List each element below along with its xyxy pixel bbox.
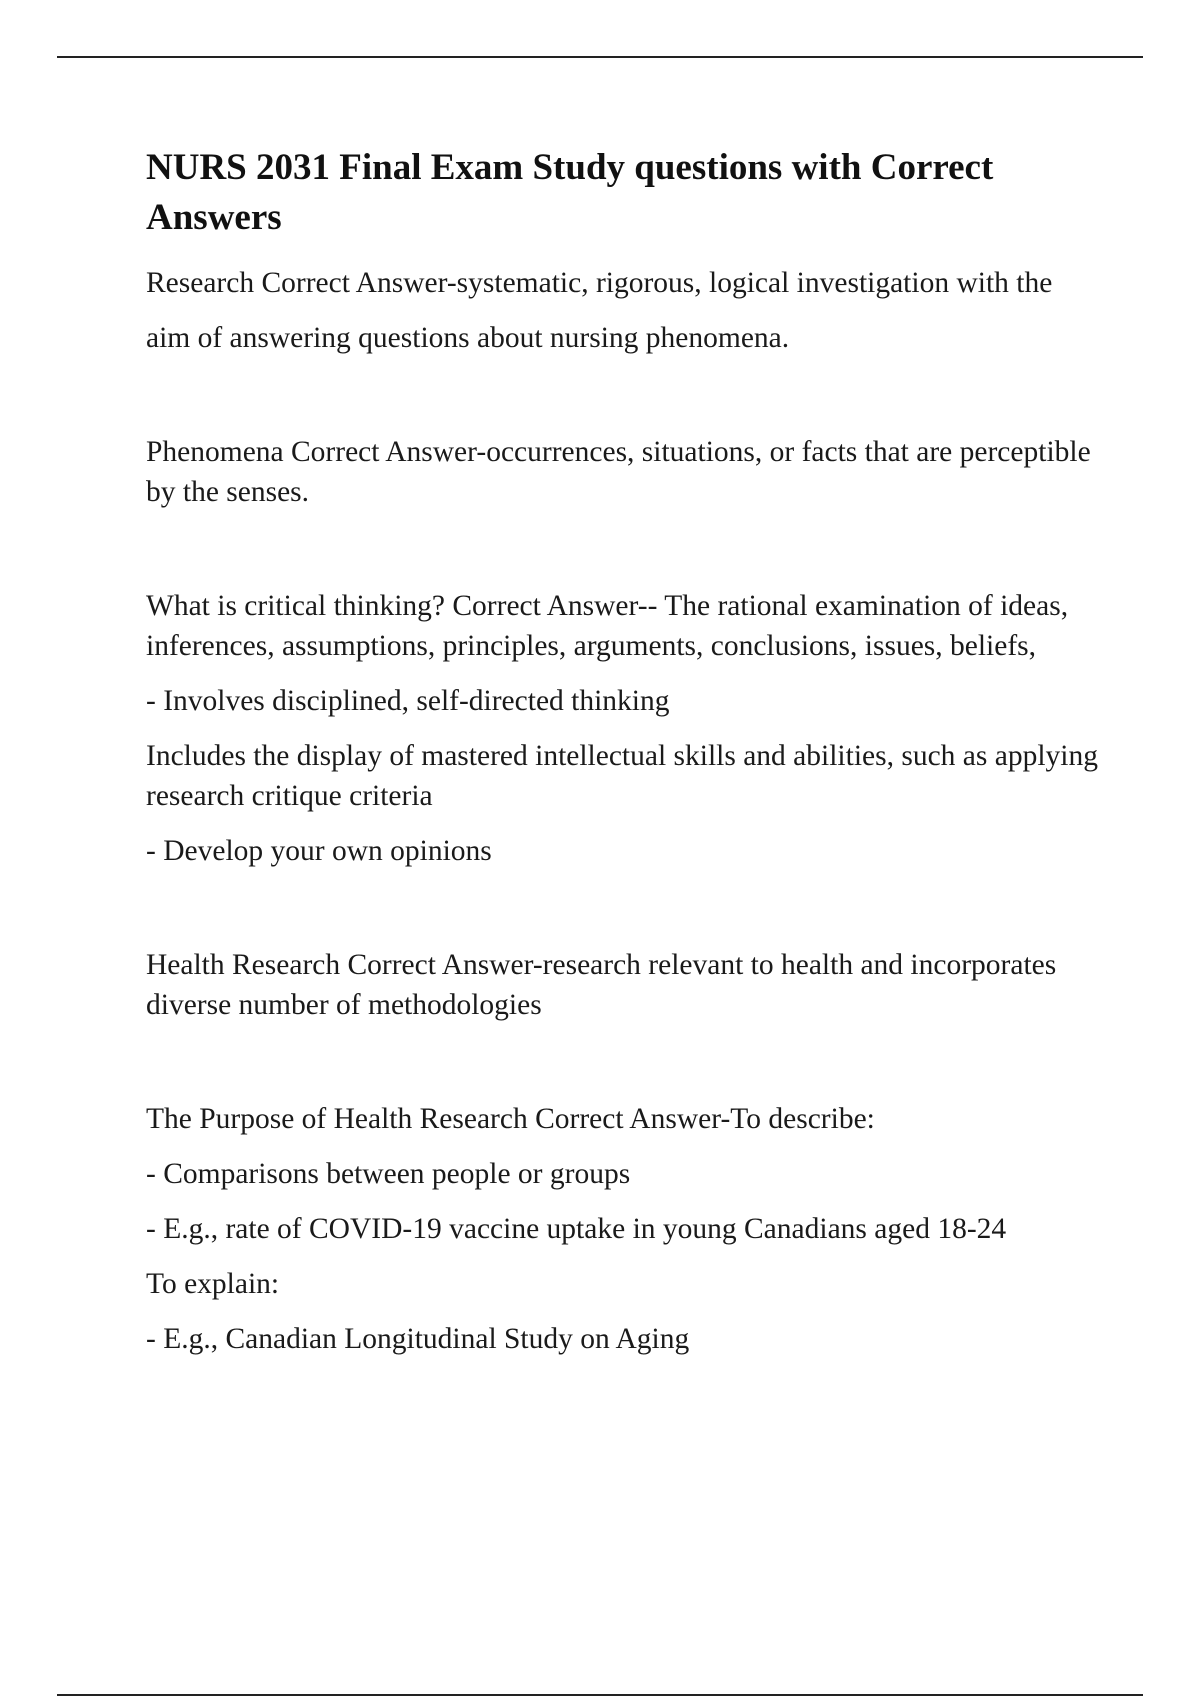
entry-line: Health Research Correct Answer-research relevant to health and incorporates diverse number of methodologies [146,949,1057,1021]
entry-line: - E.g., rate of COVID-19 vaccine uptake in young Canadians aged 18-24 [146,1213,1007,1245]
entry-line: What is critical thinking? Correct Answer-- The rational examination of ideas, inferences, assumptions, principles, arguments, conclusions, issues, beliefs, [146,590,1069,662]
document-body [146,143,1106,1359]
entry-line: Research Correct Answer-systematic, rigorous, logical investigation with the [146,267,1053,299]
entry-line: - Involves disciplined, self-directed thinking [146,685,670,717]
qa-entry-critical-thinking [146,586,1106,871]
entry-line: Includes the display of mastered intellectual skills and abilities, such as applying research critique criteria [146,740,1098,812]
header-divider [57,56,1143,58]
qa-entry-research [146,263,1106,358]
entry-line: - Develop your own opinions [146,835,492,867]
entry-line: Phenomena Correct Answer-occurrences, situations, or facts that are perceptible by the senses. [146,436,1091,508]
entry-line: aim of answering questions about nursing phenomena. [146,322,790,354]
footer-divider [57,1694,1143,1696]
qa-entry-purpose-health-research [146,1099,1106,1359]
entry-line: The Purpose of Health Research Correct Answer-To describe: [146,1103,875,1135]
qa-entry-health-research [146,945,1106,1025]
entry-line: - Comparisons between people or groups [146,1158,631,1190]
entry-line: - E.g., Canadian Longitudinal Study on Aging [146,1323,690,1355]
entry-line: To explain: [146,1268,280,1300]
document-title: NURS 2031 Final Exam Study questions with Correct Answers [146,147,994,238]
qa-entry-phenomena [146,432,1106,512]
